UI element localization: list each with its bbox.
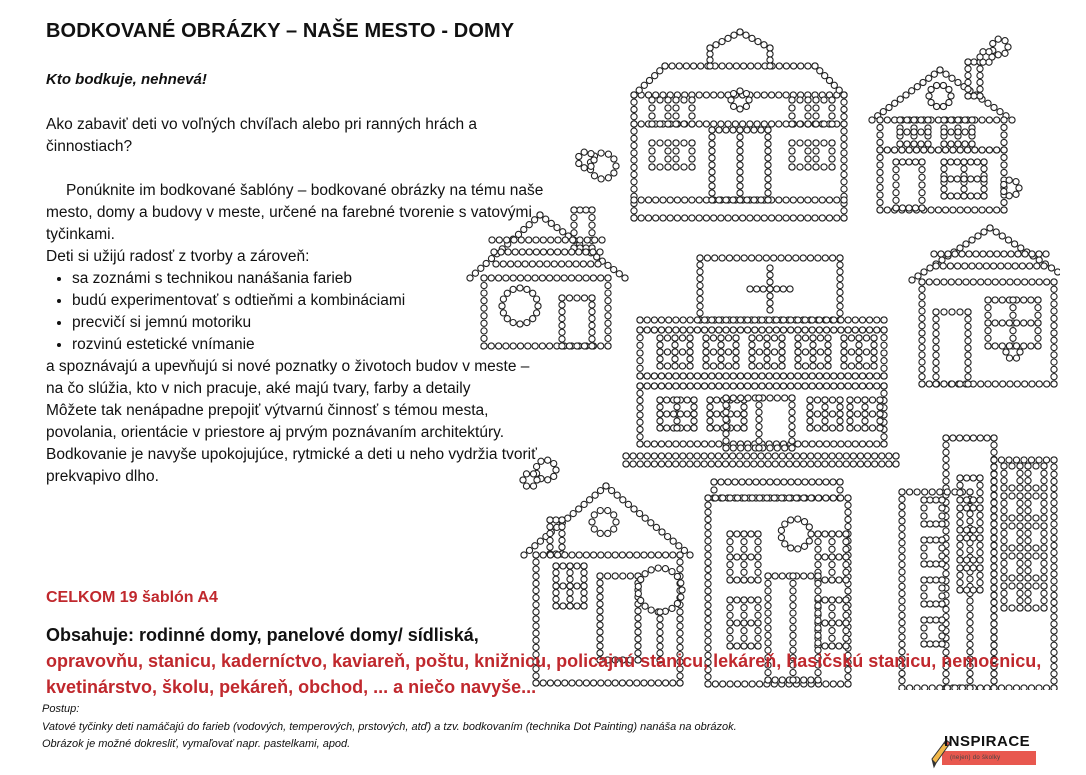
intro-question: Ako zabaviť deti vo voľných chvíľach alebo pri ranných hrách a činnostiach? xyxy=(46,116,478,155)
logo-tagline: (nejen) do školky xyxy=(950,755,1001,761)
page-title: BODKOVANÉ OBRÁZKY – NAŠE MESTO - DOMY xyxy=(46,20,515,42)
motto: Kto bodkuje, nehnevá! xyxy=(46,71,207,88)
inspirace-logo[interactable] xyxy=(930,731,1050,771)
procedure xyxy=(42,701,902,754)
procedure-step-2: Obrázok je možné dokresliť, vymaľovať napr. pastelkami, apod. xyxy=(42,738,351,750)
intro-connect: Môžete tak nenápadne prepojiť výtvarnú činnosť s témou mesta, povolania, orientácie v priestore aj prvým poznávaním architektúry. xyxy=(46,402,505,441)
contents-list: opravovňu, stanicu, kaderníctvo, kaviareň, poštu, knižnicu, policajnú stanicu, lekáreň, hasičskú stanicu, nemocnicu, kvetinárstvo, školu, pekáreň, obchod, ... a niečo navyše... xyxy=(46,651,1042,697)
logo-name: INSPIRACE xyxy=(944,733,1031,750)
intro-learn: a spoznávajú a upevňujú si nové poznatky o životoch budov v meste – na čo slúžia, kto v nich pracuje, aké majú tvary, farby a detaily xyxy=(46,358,530,397)
intro-calm: Bodkovanie je navyše upokojujúce, rytmické a deti u neho vydržia tvoriť prekvapivo dlho. xyxy=(46,446,537,485)
procedure-step-1: Vatové tyčinky deti namáčajú do farieb (vodových, temperových, prstových, atď) a tzv. bodkovaním (technika Dot Painting) nanáša na obrázok. xyxy=(42,720,737,733)
template-count: CELKOM 19 šablón A4 xyxy=(46,589,218,606)
contents-intro: Obsahuje: rodinné domy, panelové domy/ sídliská, xyxy=(46,625,479,645)
intro-enjoy: Deti si užijú radosť z tvorby a zároveň: xyxy=(46,248,310,265)
list-item: • sa zoznámi s technikou nanášania farieb xyxy=(72,268,546,290)
contents-summary xyxy=(46,622,1046,700)
procedure-heading: Postup: xyxy=(42,703,80,715)
list-item: • precvičí si jemnú motoriku xyxy=(72,312,546,334)
list-item: • rozvinú estetické vnímanie xyxy=(72,334,546,356)
intro-offer: Ponúknite im bodkované šablóny – bodkované obrázky na tému naše mesto, domy a budovy v meste, určené na farebné tvorenie s vatovými tyčinkami. xyxy=(46,182,544,243)
dotted-houses-illustration xyxy=(460,25,1060,690)
list-item: • budú experimentovať s odtieňmi a kombináciami xyxy=(72,290,546,312)
